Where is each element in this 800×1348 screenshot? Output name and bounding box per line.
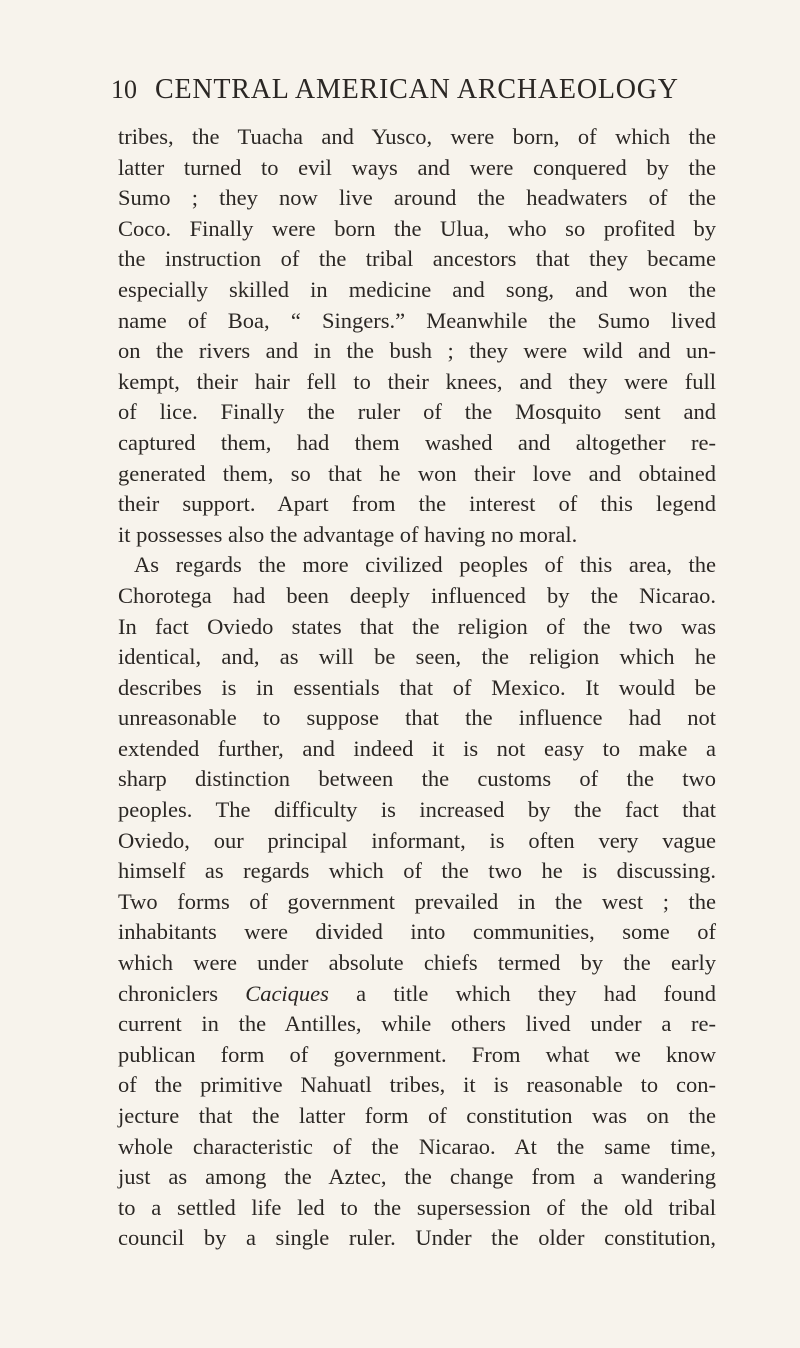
running-title: CENTRAL AMERICAN ARCHAEOLOGY bbox=[155, 74, 679, 105]
text-line: generated them, so that he won their love and obtained bbox=[118, 460, 716, 486]
text-line: of the primitive Nahuatl tribes, it is reasonable to con- bbox=[118, 1072, 716, 1098]
text-line: on the rivers and in the bush ; they were wild and un- bbox=[118, 338, 716, 364]
text-line: their support. Apart from the interest of this legend bbox=[118, 491, 716, 517]
page-number: 10 bbox=[111, 75, 137, 104]
text-line: name of Boa, “ Singers.” Meanwhile the Sumo lived bbox=[118, 307, 716, 333]
text-segment: chroniclers bbox=[118, 980, 246, 1006]
text-line: captured them, had them washed and altogether re- bbox=[118, 429, 716, 455]
text-line: kempt, their hair fell to their knees, and they were full bbox=[118, 368, 716, 394]
text-line: just as among the Aztec, the change from a wandering bbox=[118, 1164, 716, 1190]
text-line: peoples. The difficulty is increased by the fact that bbox=[118, 797, 716, 823]
text-line: inhabitants were divided into communities, some of bbox=[118, 919, 716, 945]
text-line: describes is in essentials that of Mexico. It would be bbox=[118, 674, 716, 700]
text-line: publican form of government. From what we know bbox=[118, 1041, 716, 1067]
paragraph-start-line: As regards the more civilized peoples of this area, the bbox=[134, 552, 716, 578]
text-line: Two forms of government prevailed in the west ; the bbox=[118, 888, 716, 914]
text-line: Sumo ; they now live around the headwaters of the bbox=[118, 185, 716, 211]
text-line: whole characteristic of the Nicarao. At the same time, bbox=[118, 1133, 716, 1159]
text-line: the instruction of the tribal ancestors that they became bbox=[118, 246, 716, 272]
text-line: Coco. Finally were born the Ulua, who so profited by bbox=[118, 215, 716, 241]
text-line: council by a single ruler. Under the older constitution, bbox=[118, 1225, 716, 1251]
text-line: current in the Antilles, while others lived under a re- bbox=[118, 1011, 716, 1037]
italic-term: Caciques bbox=[245, 980, 329, 1006]
text-line: identical, and, as will be seen, the religion which he bbox=[118, 644, 716, 670]
text-line: of lice. Finally the ruler of the Mosquito sent and bbox=[118, 399, 716, 425]
text-segment: a title which they had found bbox=[328, 980, 716, 1006]
body-text bbox=[118, 122, 716, 1254]
text-line-with-italic bbox=[118, 979, 716, 1010]
text-line: unreasonable to suppose that the influence had not bbox=[118, 705, 716, 731]
text-line: In fact Oviedo states that the religion of the two was bbox=[118, 613, 716, 639]
running-head bbox=[111, 74, 716, 114]
text-line: tribes, the Tuacha and Yusco, were born, of which the bbox=[118, 124, 716, 149]
text-line: himself as regards which of the two he is discussing. bbox=[118, 858, 716, 884]
text-line: Chorotega had been deeply influenced by the Nicarao. bbox=[118, 582, 716, 608]
text-line: Oviedo, our principal informant, is often very vague bbox=[118, 827, 716, 853]
text-line: sharp distinction between the customs of the two bbox=[118, 766, 716, 792]
text-line: especially skilled in medicine and song, and won the bbox=[118, 276, 716, 302]
text-line: jecture that the latter form of constitution was on the bbox=[118, 1103, 716, 1128]
text-line: which were under absolute chiefs termed by the early bbox=[118, 950, 716, 976]
text-line: extended further, and indeed it is not easy to make a bbox=[118, 735, 716, 761]
text-line: to a settled life led to the supersession of the old tribal bbox=[118, 1194, 716, 1220]
text-line: latter turned to evil ways and were conquered by the bbox=[118, 154, 716, 180]
paragraph-end-line: it possesses also the advantage of having no moral. bbox=[118, 521, 578, 547]
